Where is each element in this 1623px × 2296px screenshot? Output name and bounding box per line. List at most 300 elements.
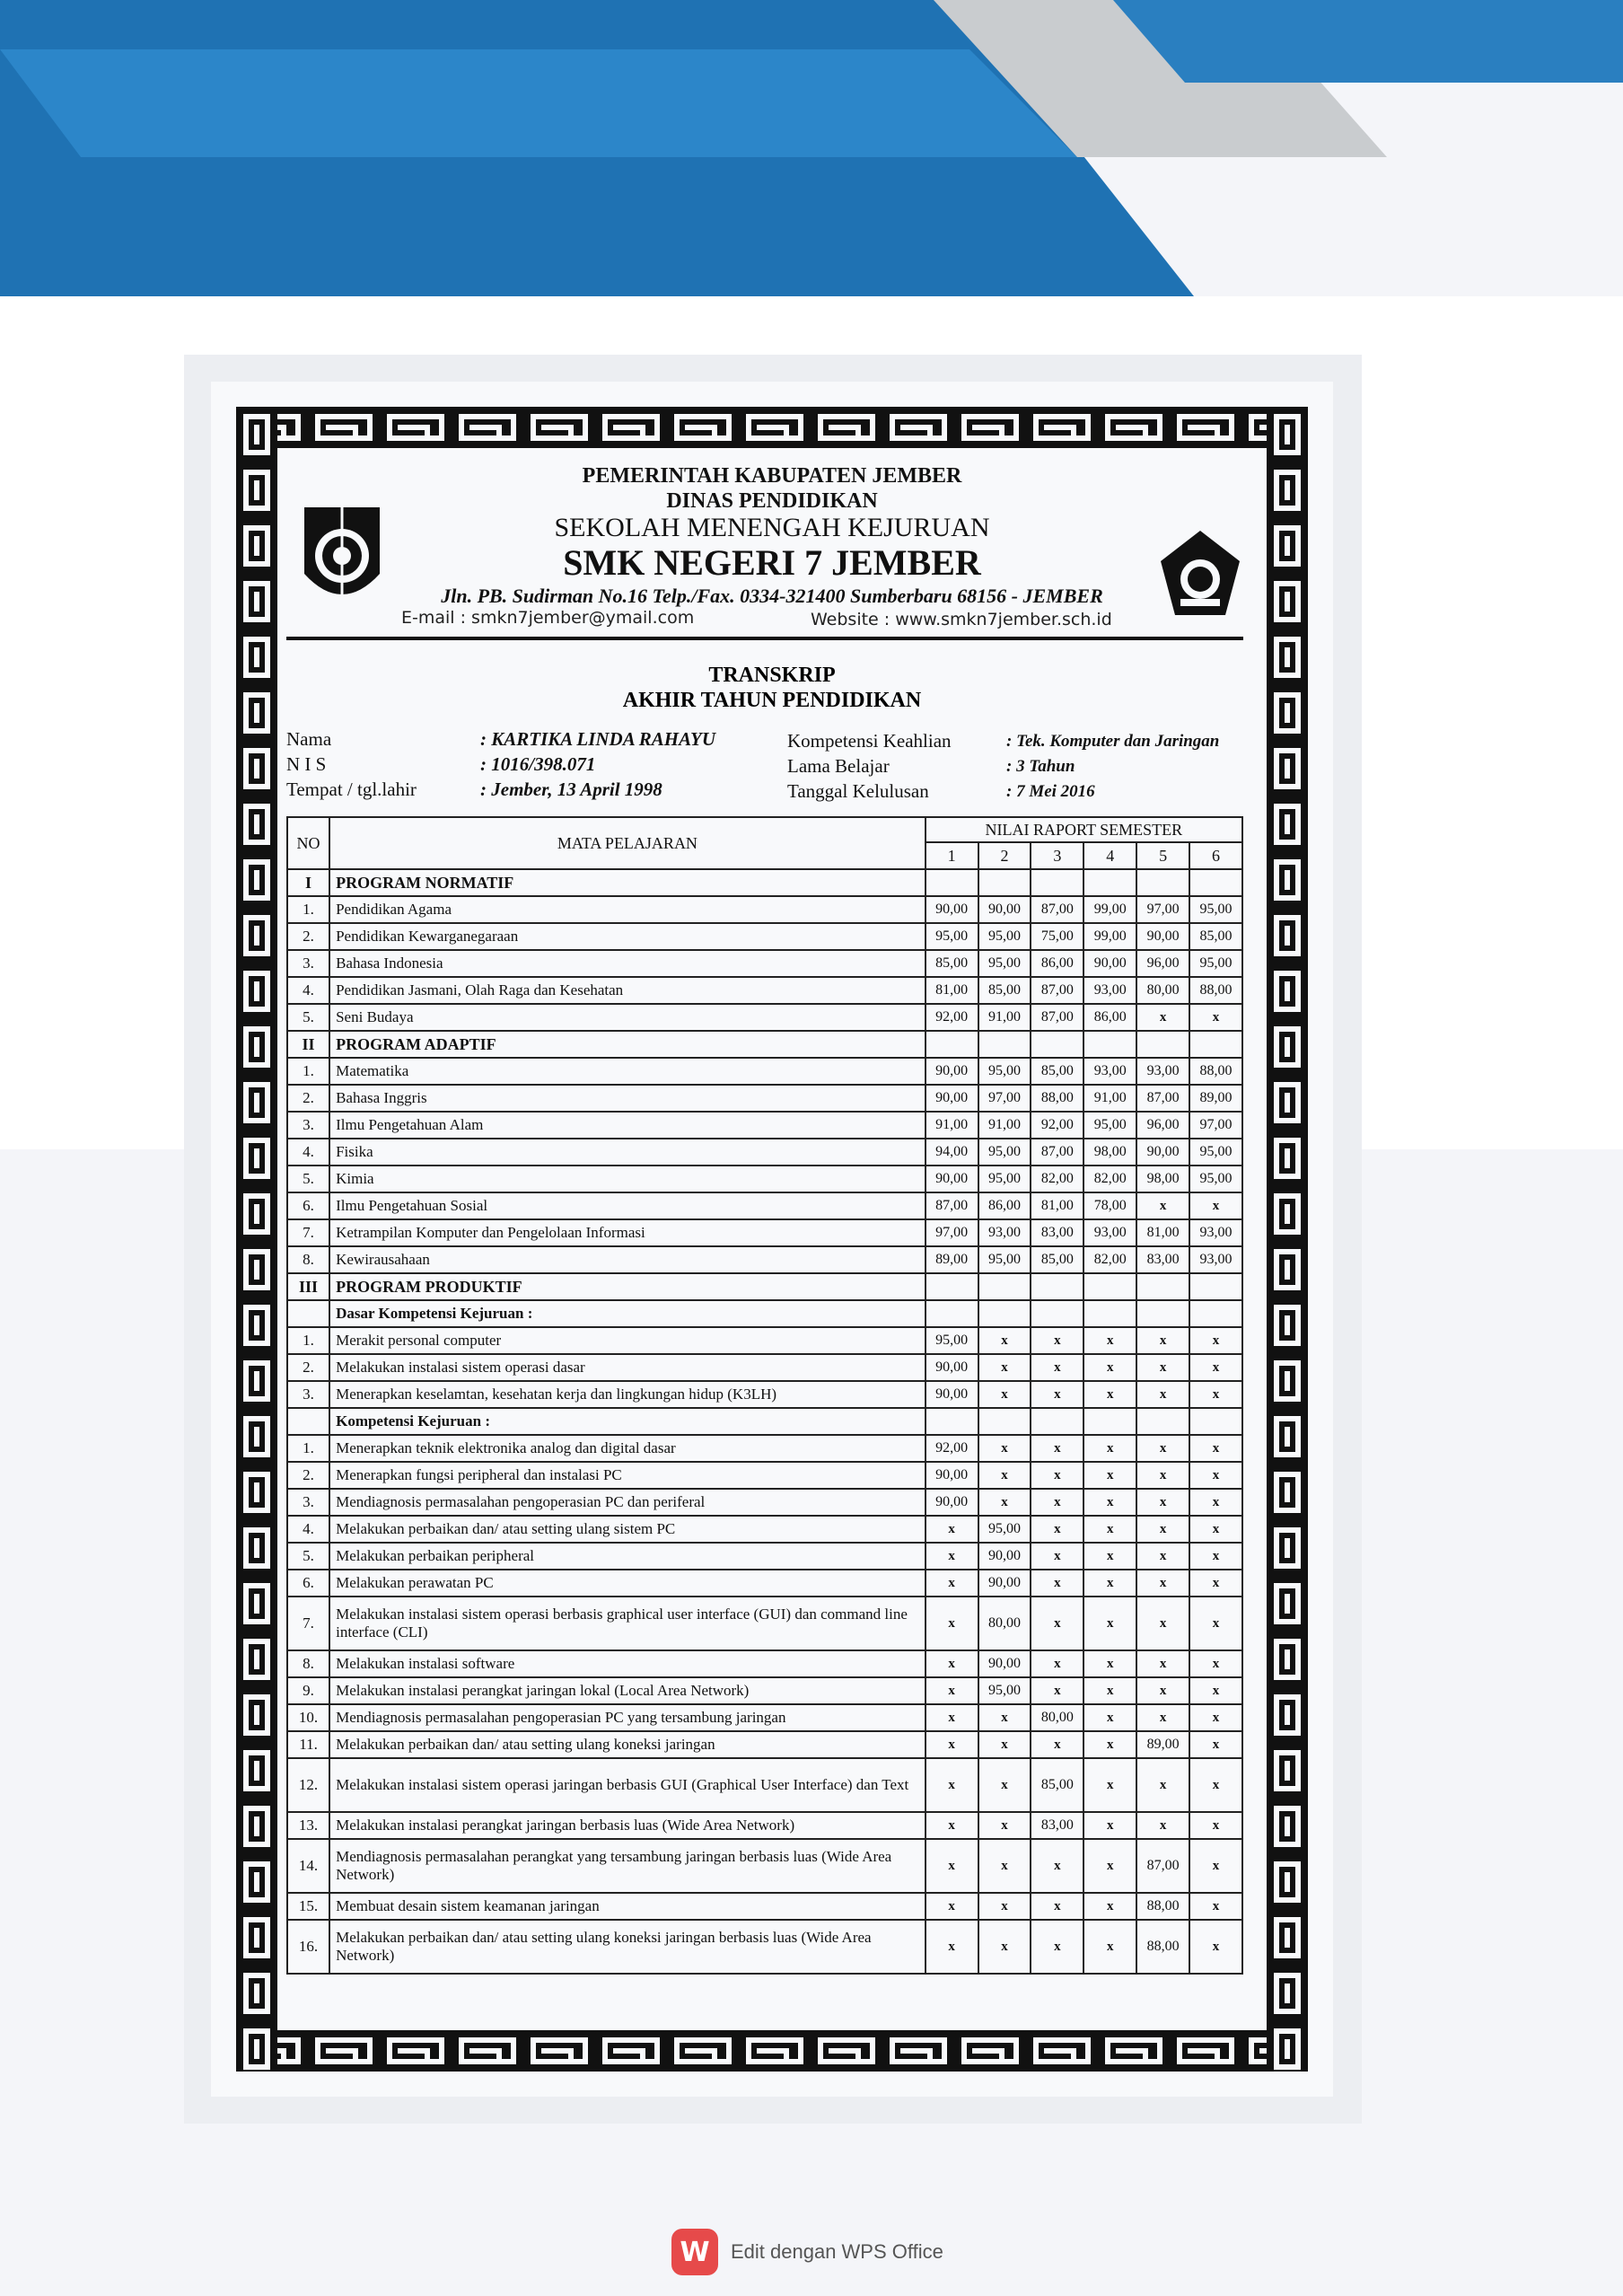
grade-cell: x xyxy=(1083,1758,1136,1812)
row-no: 2. xyxy=(287,1462,329,1489)
head-semester: 6 xyxy=(1189,842,1242,869)
grade-cell: 85,00 xyxy=(1031,1246,1083,1273)
row-no: 5. xyxy=(287,1166,329,1192)
grade-cell: 90,00 xyxy=(1136,923,1189,950)
table-row xyxy=(287,1192,1242,1219)
grade-cell: 81,00 xyxy=(926,977,978,1004)
grade-cell: 89,00 xyxy=(1136,1731,1189,1758)
grade-cell: 95,00 xyxy=(978,950,1031,977)
head-nilai: NILAI RAPORT SEMESTER xyxy=(926,817,1242,842)
row-no: 3. xyxy=(287,950,329,977)
table-row xyxy=(287,1462,1242,1489)
grade-cell: 91,00 xyxy=(1083,1085,1136,1112)
subject-name: Kimia xyxy=(329,1166,926,1192)
grade-cell: x xyxy=(1083,1354,1136,1381)
section-no: III xyxy=(287,1273,329,1300)
grade-cell: x xyxy=(1189,1354,1242,1381)
grade-cell: x xyxy=(1189,1677,1242,1704)
grade-cell: x xyxy=(1189,1462,1242,1489)
empty-cell xyxy=(1083,1408,1136,1435)
subject-name: Menerapkan fungsi peripheral dan instalasi PC xyxy=(329,1462,926,1489)
grade-cell: 96,00 xyxy=(1136,950,1189,977)
grade-cell: x xyxy=(978,1812,1031,1839)
grade-cell: 81,00 xyxy=(1031,1192,1083,1219)
grade-cell: x xyxy=(1189,1381,1242,1408)
subject-name: Ilmu Pengetahuan Alam xyxy=(329,1112,926,1139)
table-row xyxy=(287,1435,1242,1462)
subject-name: Melakukan instalasi perangkat jaringan lokal (Local Area Network) xyxy=(329,1677,926,1704)
row-no: 4. xyxy=(287,1139,329,1166)
grade-cell: x xyxy=(1189,1650,1242,1677)
subject-name: Mendiagnosis permasalahan perangkat yang tersambung jaringan berbasis luas (Wide Area Network) xyxy=(329,1839,926,1893)
grade-cell: x xyxy=(926,1839,978,1893)
subject-name: Kewirausahaan xyxy=(329,1246,926,1273)
grade-cell: 93,00 xyxy=(1189,1219,1242,1246)
grade-cell: x xyxy=(1083,1543,1136,1570)
grade-cell: 88,00 xyxy=(1031,1085,1083,1112)
grade-cell: 93,00 xyxy=(1136,1058,1189,1085)
subsection-title: Kompetensi Kejuruan : xyxy=(329,1408,926,1435)
grade-cell: x xyxy=(1189,1489,1242,1516)
grade-cell: 80,00 xyxy=(1031,1704,1083,1731)
grades-table xyxy=(286,816,1243,1975)
label-lama: Lama Belajar xyxy=(787,755,890,777)
letterhead xyxy=(286,457,1258,664)
grade-cell: 97,00 xyxy=(978,1085,1031,1112)
table-row xyxy=(287,1516,1242,1543)
border-top xyxy=(236,407,1308,448)
wps-logo-icon: W xyxy=(671,2229,718,2275)
empty-cell xyxy=(1189,1408,1242,1435)
value-nama: : KARTIKA LINDA RAHAYU xyxy=(480,728,715,750)
grade-cell: x xyxy=(978,1839,1031,1893)
subject-name: Melakukan instalasi sistem operasi dasar xyxy=(329,1354,926,1381)
table-row xyxy=(287,1650,1242,1677)
grade-cell: 94,00 xyxy=(926,1139,978,1166)
grade-cell: 90,00 xyxy=(1136,1139,1189,1166)
grade-cell: 95,00 xyxy=(1189,1139,1242,1166)
grade-cell: x xyxy=(926,1893,978,1920)
doc-subtitle: AKHIR TAHUN PENDIDIKAN xyxy=(622,689,922,712)
row-no: 7. xyxy=(287,1597,329,1650)
grade-cell: 85,00 xyxy=(1189,923,1242,950)
empty-cell xyxy=(287,1300,329,1327)
grade-cell: x xyxy=(1189,1704,1242,1731)
grade-cell: 90,00 xyxy=(978,896,1031,923)
grade-cell: x xyxy=(926,1650,978,1677)
grade-cell: x xyxy=(1031,1839,1083,1893)
subject-name: Pendidikan Kewarganegaraan xyxy=(329,923,926,950)
grade-cell: x xyxy=(978,1704,1031,1731)
section-title: PROGRAM ADAPTIF xyxy=(329,1031,926,1058)
grade-cell: x xyxy=(1031,1516,1083,1543)
section-title: PROGRAM NORMATIF xyxy=(329,869,926,896)
grade-cell: 86,00 xyxy=(1031,950,1083,977)
grade-cell: 95,00 xyxy=(1189,896,1242,923)
grade-cell: x xyxy=(978,1435,1031,1462)
empty-cell xyxy=(1189,1273,1242,1300)
grade-cell: x xyxy=(1083,1650,1136,1677)
head-semester: 4 xyxy=(1083,842,1136,869)
wps-footer[interactable] xyxy=(671,2229,943,2275)
empty-cell xyxy=(978,1031,1031,1058)
grade-cell: 80,00 xyxy=(978,1597,1031,1650)
table-row xyxy=(287,1758,1242,1812)
subject-name: Melakukan instalasi software xyxy=(329,1650,926,1677)
grade-cell: x xyxy=(1083,1381,1136,1408)
value-tanggal: : 7 Mei 2016 xyxy=(1006,782,1095,801)
grade-cell: 89,00 xyxy=(926,1246,978,1273)
grade-cell: x xyxy=(1136,1354,1189,1381)
grade-cell: 81,00 xyxy=(1136,1219,1189,1246)
grade-cell: 90,00 xyxy=(926,1166,978,1192)
subject-name: Menerapkan teknik elektronika analog dan digital dasar xyxy=(329,1435,926,1462)
subject-name: Seni Budaya xyxy=(329,1004,926,1031)
grade-cell: 90,00 xyxy=(926,1354,978,1381)
grade-cell: x xyxy=(1031,1597,1083,1650)
row-no: 2. xyxy=(287,923,329,950)
empty-cell xyxy=(978,869,1031,896)
grade-cell: x xyxy=(1136,1570,1189,1597)
subject-name: Bahasa Inggris xyxy=(329,1085,926,1112)
grade-cell: x xyxy=(1031,1731,1083,1758)
grade-cell: 95,00 xyxy=(926,1327,978,1354)
row-no: 6. xyxy=(287,1192,329,1219)
subject-name: Fisika xyxy=(329,1139,926,1166)
table-row xyxy=(287,1812,1242,1839)
grade-cell: 93,00 xyxy=(978,1219,1031,1246)
grade-cell: 82,00 xyxy=(1031,1166,1083,1192)
header-banner xyxy=(0,0,1623,296)
subject-name: Melakukan perbaikan dan/ atau setting ulang sistem PC xyxy=(329,1516,926,1543)
grade-cell: x xyxy=(1083,1462,1136,1489)
empty-cell xyxy=(978,1273,1031,1300)
grade-cell: x xyxy=(978,1381,1031,1408)
row-no: 6. xyxy=(287,1570,329,1597)
grade-cell: x xyxy=(978,1327,1031,1354)
row-no: 15. xyxy=(287,1893,329,1920)
transcript-photo xyxy=(184,355,1362,2124)
school-name: SMK NEGERI 7 JEMBER xyxy=(563,542,981,583)
grade-cell: 95,00 xyxy=(926,923,978,950)
table-row xyxy=(287,1893,1242,1920)
grade-cell: 87,00 xyxy=(1136,1839,1189,1893)
grade-cell: x xyxy=(926,1516,978,1543)
table-row xyxy=(287,1246,1242,1273)
table-row xyxy=(287,1219,1242,1246)
table-row xyxy=(287,950,1242,977)
row-no: 2. xyxy=(287,1085,329,1112)
grade-cell: 86,00 xyxy=(978,1192,1031,1219)
subsection-row xyxy=(287,1300,1242,1327)
grade-cell: x xyxy=(1136,1462,1189,1489)
grade-cell: 95,00 xyxy=(1083,1112,1136,1139)
grade-cell: 95,00 xyxy=(978,1166,1031,1192)
grade-cell: 87,00 xyxy=(1031,896,1083,923)
grade-cell: x xyxy=(1189,1543,1242,1570)
grade-cell: 97,00 xyxy=(1136,896,1189,923)
transcript-sheet xyxy=(211,382,1333,2097)
grade-cell: x xyxy=(926,1597,978,1650)
subsection-title: Dasar Kompetensi Kejuruan : xyxy=(329,1300,926,1327)
grade-cell: x xyxy=(1031,1381,1083,1408)
empty-cell xyxy=(978,1408,1031,1435)
grade-cell: 90,00 xyxy=(926,1462,978,1489)
row-no: 8. xyxy=(287,1246,329,1273)
grade-cell: x xyxy=(1189,1004,1242,1031)
empty-cell xyxy=(1189,869,1242,896)
row-no: 11. xyxy=(287,1731,329,1758)
head-no: NO xyxy=(287,817,329,869)
label-tanggal: Tanggal Kelulusan xyxy=(787,780,929,802)
document-body xyxy=(286,457,1258,2021)
grade-cell: 90,00 xyxy=(978,1570,1031,1597)
table-row xyxy=(287,1058,1242,1085)
table-row xyxy=(287,1597,1242,1650)
empty-cell xyxy=(1031,1300,1083,1327)
grade-cell: x xyxy=(1189,1758,1242,1812)
grade-cell: x xyxy=(926,1920,978,1974)
grade-cell: 93,00 xyxy=(1083,1058,1136,1085)
grade-cell: 88,00 xyxy=(1189,977,1242,1004)
table-row xyxy=(287,1327,1242,1354)
school-email: E-mail : smkn7jember@ymail.com xyxy=(401,608,695,628)
empty-cell xyxy=(1083,1300,1136,1327)
empty-cell xyxy=(287,1408,329,1435)
grade-cell: x xyxy=(926,1704,978,1731)
grade-cell: 80,00 xyxy=(1136,977,1189,1004)
grade-cell: 82,00 xyxy=(1083,1246,1136,1273)
grade-cell: x xyxy=(1031,1650,1083,1677)
value-ttl: : Jember, 13 April 1998 xyxy=(480,779,662,800)
grade-cell: x xyxy=(1031,1893,1083,1920)
grade-cell: 85,00 xyxy=(926,950,978,977)
section-title: PROGRAM PRODUKTIF xyxy=(329,1273,926,1300)
value-nis: : 1016/398.071 xyxy=(480,753,596,775)
grade-cell: 87,00 xyxy=(1031,977,1083,1004)
subsection-row xyxy=(287,1408,1242,1435)
grade-cell: 95,00 xyxy=(1189,950,1242,977)
grade-cell: x xyxy=(978,1489,1031,1516)
grade-cell: x xyxy=(1136,1435,1189,1462)
grade-cell: x xyxy=(978,1354,1031,1381)
table-row xyxy=(287,1731,1242,1758)
empty-cell xyxy=(1083,1031,1136,1058)
empty-cell xyxy=(926,1273,978,1300)
grade-cell: 95,00 xyxy=(1189,1166,1242,1192)
subject-name: Pendidikan Agama xyxy=(329,896,926,923)
grade-cell: 90,00 xyxy=(978,1650,1031,1677)
grade-cell: x xyxy=(1136,1758,1189,1812)
grade-cell: x xyxy=(1136,1004,1189,1031)
table-row xyxy=(287,1381,1242,1408)
head-semester: 1 xyxy=(926,842,978,869)
grade-cell: x xyxy=(1136,1704,1189,1731)
grade-cell: 92,00 xyxy=(926,1004,978,1031)
grade-cell: 88,00 xyxy=(1136,1893,1189,1920)
grade-cell: 90,00 xyxy=(1083,950,1136,977)
grade-cell: x xyxy=(978,1462,1031,1489)
row-no: 3. xyxy=(287,1112,329,1139)
section-row xyxy=(287,869,1242,896)
grade-cell: 96,00 xyxy=(1136,1112,1189,1139)
grade-cell: x xyxy=(1189,1327,1242,1354)
grade-cell: 87,00 xyxy=(1136,1085,1189,1112)
grade-cell: x xyxy=(1031,1327,1083,1354)
empty-cell xyxy=(926,1300,978,1327)
grade-cell: 91,00 xyxy=(926,1112,978,1139)
empty-cell xyxy=(1083,1273,1136,1300)
dept-line: DINAS PENDIDIKAN xyxy=(666,489,878,513)
table-row xyxy=(287,1839,1242,1893)
grade-cell: 99,00 xyxy=(1083,896,1136,923)
grade-cell: 88,00 xyxy=(1189,1058,1242,1085)
grade-cell: x xyxy=(1083,1893,1136,1920)
grade-cell: x xyxy=(1031,1489,1083,1516)
grade-cell: x xyxy=(1136,1327,1189,1354)
grade-cell: 90,00 xyxy=(926,1381,978,1408)
grade-cell: x xyxy=(1136,1516,1189,1543)
table-row xyxy=(287,896,1242,923)
grade-cell: x xyxy=(1136,1543,1189,1570)
subject-name: Ilmu Pengetahuan Sosial xyxy=(329,1192,926,1219)
grade-cell: 86,00 xyxy=(1083,1004,1136,1031)
table-row xyxy=(287,1354,1242,1381)
subject-name: Mendiagnosis permasalahan pengoperasian PC yang tersambung jaringan xyxy=(329,1704,926,1731)
grade-cell: x xyxy=(1083,1327,1136,1354)
grade-cell: x xyxy=(1083,1516,1136,1543)
subject-name: Melakukan perawatan PC xyxy=(329,1570,926,1597)
gov-line: PEMERINTAH KABUPATEN JEMBER xyxy=(582,464,962,488)
row-no: 1. xyxy=(287,1058,329,1085)
grade-cell: 87,00 xyxy=(1031,1139,1083,1166)
grade-cell: x xyxy=(1136,1489,1189,1516)
grade-cell: x xyxy=(1189,1893,1242,1920)
grade-cell: 92,00 xyxy=(1031,1112,1083,1139)
grade-cell: 98,00 xyxy=(1083,1139,1136,1166)
section-row xyxy=(287,1273,1242,1300)
grade-cell: x xyxy=(1031,1920,1083,1974)
value-kompetensi: : Tek. Komputer dan Jaringan xyxy=(1006,732,1220,751)
grade-cell: 89,00 xyxy=(1189,1085,1242,1112)
label-nis: N I S xyxy=(286,753,327,775)
row-no: 14. xyxy=(287,1839,329,1893)
grade-cell: x xyxy=(1136,1677,1189,1704)
grade-cell: 75,00 xyxy=(1031,923,1083,950)
empty-cell xyxy=(1136,869,1189,896)
section-row xyxy=(287,1031,1242,1058)
section-no: I xyxy=(287,869,329,896)
empty-cell xyxy=(1031,869,1083,896)
grade-cell: x xyxy=(1083,1435,1136,1462)
grade-cell: 78,00 xyxy=(1083,1192,1136,1219)
grade-cell: 97,00 xyxy=(1189,1112,1242,1139)
row-no: 9. xyxy=(287,1677,329,1704)
row-no: 5. xyxy=(287,1004,329,1031)
grade-cell: x xyxy=(926,1677,978,1704)
table-row xyxy=(287,1543,1242,1570)
subject-name: Ketrampilan Komputer dan Pengelolaan Informasi xyxy=(329,1219,926,1246)
subject-name: Melakukan perbaikan dan/ atau setting ulang koneksi jaringan berbasis luas (Wide Area Network) xyxy=(329,1920,926,1974)
subject-name: Melakukan instalasi sistem operasi berbasis graphical user interface (GUI) dan command line interface (CLI) xyxy=(329,1597,926,1650)
empty-cell xyxy=(1136,1031,1189,1058)
grade-cell: 90,00 xyxy=(926,896,978,923)
grade-cell: 83,00 xyxy=(1031,1812,1083,1839)
grade-cell: x xyxy=(978,1731,1031,1758)
grade-cell: 85,00 xyxy=(1031,1758,1083,1812)
grade-cell: x xyxy=(978,1758,1031,1812)
grade-cell: 87,00 xyxy=(926,1192,978,1219)
grade-cell: x xyxy=(1136,1192,1189,1219)
empty-cell xyxy=(1083,869,1136,896)
grade-cell: 97,00 xyxy=(926,1219,978,1246)
empty-cell xyxy=(926,869,978,896)
grade-cell: x xyxy=(1083,1570,1136,1597)
subject-name: Membuat desain sistem keamanan jaringan xyxy=(329,1893,926,1920)
grade-cell: 85,00 xyxy=(1031,1058,1083,1085)
grade-cell: x xyxy=(978,1920,1031,1974)
grade-cell: x xyxy=(1189,1192,1242,1219)
school-address: Jln. PB. Sudirman No.16 Telp./Fax. 0334-321400 Sumberbaru 68156 - JEMBER xyxy=(441,585,1103,607)
row-no: 10. xyxy=(287,1704,329,1731)
grade-cell: x xyxy=(1189,1516,1242,1543)
grade-cell: 88,00 xyxy=(1136,1920,1189,1974)
grade-cell: x xyxy=(1031,1543,1083,1570)
grade-cell: 95,00 xyxy=(978,1058,1031,1085)
grade-cell: x xyxy=(1031,1435,1083,1462)
label-kompetensi: Kompetensi Keahlian xyxy=(787,730,952,752)
empty-cell xyxy=(926,1031,978,1058)
grade-cell: x xyxy=(1136,1597,1189,1650)
value-lama: : 3 Tahun xyxy=(1006,757,1075,776)
empty-cell xyxy=(1031,1273,1083,1300)
row-no: 3. xyxy=(287,1381,329,1408)
grade-cell: 87,00 xyxy=(1031,1004,1083,1031)
row-no: 5. xyxy=(287,1543,329,1570)
grade-cell: x xyxy=(1031,1677,1083,1704)
subject-name: Merakit personal computer xyxy=(329,1327,926,1354)
subject-name: Melakukan instalasi sistem operasi jaringan berbasis GUI (Graphical User Interface) dan Text xyxy=(329,1758,926,1812)
grade-cell: x xyxy=(1083,1677,1136,1704)
wps-edit-link[interactable]: Edit dengan WPS Office xyxy=(731,2240,943,2263)
subject-name: Bahasa Indonesia xyxy=(329,950,926,977)
empty-cell xyxy=(1189,1300,1242,1327)
school-type-line: SEKOLAH MENENGAH KEJURUAN xyxy=(554,513,990,542)
school-emblem-icon xyxy=(1157,527,1243,620)
grade-cell: x xyxy=(1136,1812,1189,1839)
grade-cell: 98,00 xyxy=(1136,1166,1189,1192)
subject-name: Melakukan instalasi perangkat jaringan berbasis luas (Wide Area Network) xyxy=(329,1812,926,1839)
grade-cell: x xyxy=(1083,1812,1136,1839)
grade-cell: 85,00 xyxy=(978,977,1031,1004)
subject-name: Matematika xyxy=(329,1058,926,1085)
table-row xyxy=(287,923,1242,950)
grade-cell: 90,00 xyxy=(926,1058,978,1085)
grade-cell: 95,00 xyxy=(978,923,1031,950)
table-row xyxy=(287,1112,1242,1139)
school-website: Website : www.smkn7jember.sch.id xyxy=(811,610,1112,629)
grade-cell: 93,00 xyxy=(1083,977,1136,1004)
head-mapel: MATA PELAJARAN xyxy=(329,817,926,869)
grade-cell: x xyxy=(926,1570,978,1597)
row-no: 8. xyxy=(287,1650,329,1677)
head-semester: 2 xyxy=(978,842,1031,869)
grade-cell: x xyxy=(1031,1462,1083,1489)
grade-cell: x xyxy=(1189,1731,1242,1758)
subject-name: Melakukan perbaikan peripheral xyxy=(329,1543,926,1570)
empty-cell xyxy=(1136,1408,1189,1435)
grade-cell: x xyxy=(1136,1381,1189,1408)
